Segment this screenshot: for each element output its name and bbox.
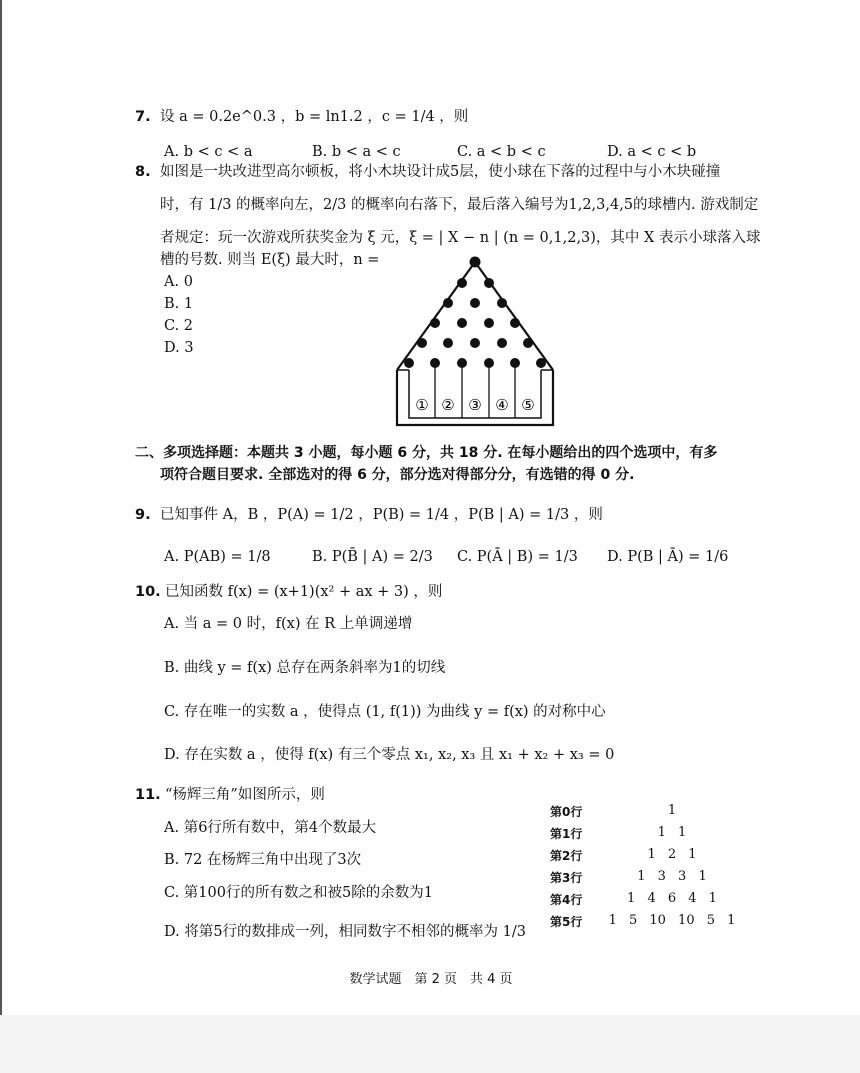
pegs bbox=[404, 257, 546, 369]
q8-option-a: A. 0 bbox=[164, 274, 193, 290]
q8-line3: 者规定：玩一次游戏所获奖金为 ξ 元，ξ = | X − n | (n = 0,1,2,3)，其中 X 表示小球落入球 bbox=[160, 230, 761, 246]
slot-1-label: ① bbox=[415, 396, 429, 414]
q9-stem: 已知事件 A，B ，P(A) = 1/2 ，P(B) = 1/4 ，P(B | A) = 1/3 ，则 bbox=[160, 507, 603, 523]
page-footer: 数学试题 第 2 页 共 4 页 bbox=[349, 972, 513, 987]
triangle-row: 第1行 1 1 bbox=[550, 825, 687, 841]
q9-option-d: D. P(B | Ā) = 1/6 bbox=[607, 549, 729, 565]
q9-option-c: C. P(Ā | B) = 1/3 bbox=[457, 549, 578, 565]
q7-option-d: D. a < c < b bbox=[607, 144, 697, 160]
q10-option-c: C. 存在唯一的实数 a ，使得点 (1, f(1)) 为曲线 y = f(x) 的对称中心 bbox=[164, 704, 606, 720]
q8-number: 8. bbox=[135, 164, 151, 180]
q8-option-d: D. 3 bbox=[164, 340, 194, 356]
q11-number: 11. bbox=[135, 787, 161, 803]
slot-5-label: ⑤ bbox=[521, 396, 535, 414]
q8-line1: 如图是一块改进型高尔顿板，将小木块设计成5层，使小球在下落的过程中与小木块碰撞 bbox=[160, 164, 721, 180]
triangle-row: 第0行 1 bbox=[550, 803, 677, 819]
board-roof bbox=[397, 262, 553, 370]
q7-number: 7. bbox=[135, 109, 151, 125]
q7-option-c: C. a < b < c bbox=[457, 144, 546, 160]
q8-line2: 时，有 1/3 的概率向左，2/3 的概率向右落下，最后落入编号为1,2,3,4,5的球槽内. 游戏制定 bbox=[160, 197, 759, 213]
q10-option-b: B. 曲线 y = f(x) 总存在两条斜率为1的切线 bbox=[164, 660, 446, 676]
q11-option-c: C. 第100行的所有数之和被5除的余数为1 bbox=[164, 885, 433, 901]
q11-option-a: A. 第6行所有数中，第4个数最大 bbox=[164, 820, 377, 836]
triangle-row: 第4行 1 4 6 4 1 bbox=[550, 891, 717, 907]
galton-board-figure bbox=[387, 250, 567, 430]
q11-option-d: D. 将第5行的数排成一列，相同数字不相邻的概率为 1/3 bbox=[164, 924, 526, 940]
q9-number: 9. bbox=[135, 507, 151, 523]
q10-number: 10. bbox=[135, 584, 161, 600]
q7-option-a: A. b < c < a bbox=[164, 144, 253, 160]
triangle-row: 第5行 1 5 10 10 5 1 bbox=[550, 913, 736, 929]
q10-stem: 已知函数 f(x) = (x+1)(x² + ax + 3) ，则 bbox=[165, 584, 443, 600]
q8-line4: 槽的号数. 则当 E(ξ) 最大时，n = bbox=[160, 252, 380, 268]
slot-2-label: ② bbox=[441, 396, 455, 414]
q7-option-b: B. b < a < c bbox=[312, 144, 401, 160]
q8-option-c: C. 2 bbox=[164, 318, 194, 334]
q7-stem: 设 a = 0.2e^0.3 ，b = ln1.2 ，c = 1/4 ，则 bbox=[160, 109, 469, 125]
triangle-row: 第2行 1 2 1 bbox=[550, 847, 697, 863]
q10-option-d: D. 存在实数 a ，使得 f(x) 有三个零点 x₁, x₂, x₃ 且 x₁ + x₂ + x₃ = 0 bbox=[164, 747, 615, 763]
slot-3-label: ③ bbox=[468, 396, 482, 414]
q8-option-b: B. 1 bbox=[164, 296, 194, 312]
slot-4-label: ④ bbox=[495, 396, 509, 414]
q10-option-a: A. 当 a = 0 时，f(x) 在 R 上单调递增 bbox=[164, 616, 413, 632]
section2-heading-line1: 二、多项选择题：本题共 3 小题，每小题 6 分，共 18 分. 在每小题给出的四个选项中，有多 bbox=[135, 445, 718, 461]
q11-stem: “杨辉三角”如图所示，则 bbox=[165, 787, 325, 803]
q11-option-b: B. 72 在杨辉三角中出现了3次 bbox=[164, 852, 362, 868]
triangle-row: 第3行 1 3 3 1 bbox=[550, 869, 707, 885]
q9-option-b: B. P(B̄ | A) = 2/3 bbox=[312, 549, 433, 565]
ball bbox=[470, 257, 481, 268]
section2-heading-line2: 项符合题目要求. 全部选对的得 6 分，部分选对得部分分，有选错的得 0 分. bbox=[160, 467, 635, 483]
q9-option-a: A. P(AB) = 1/8 bbox=[164, 549, 271, 565]
